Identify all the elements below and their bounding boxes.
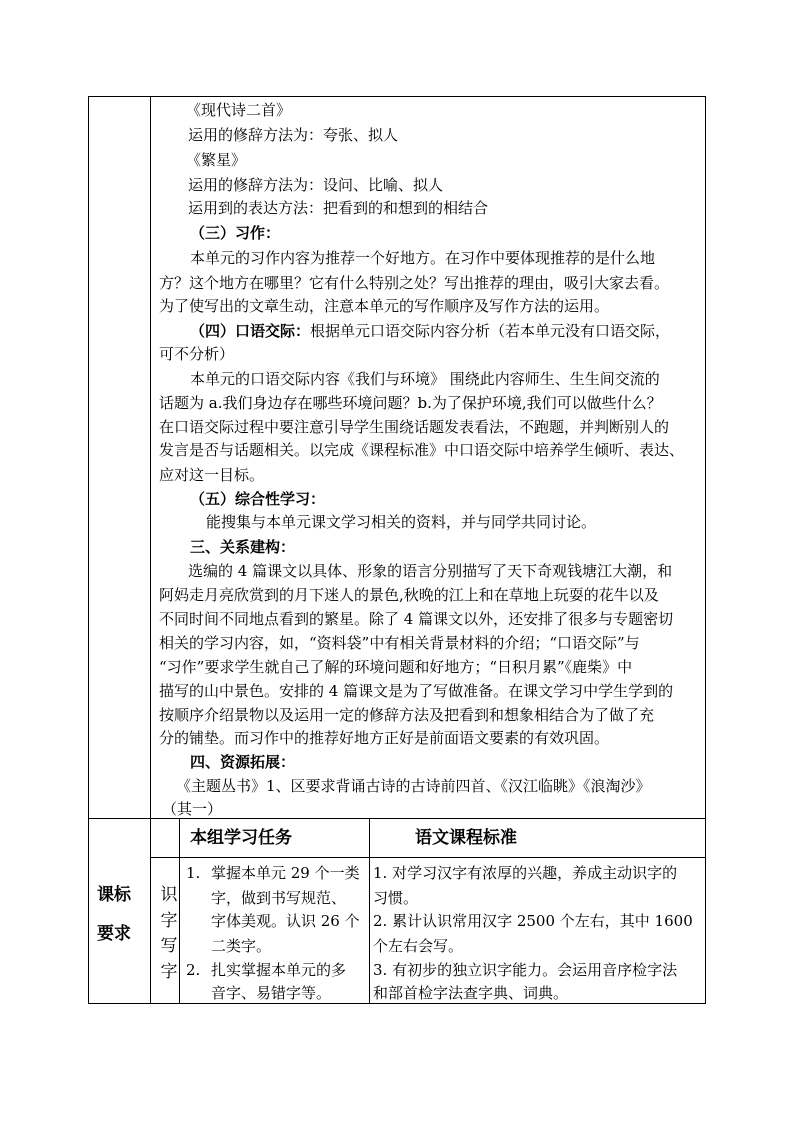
poem-title-modern: 《现代诗二首》 xyxy=(186,101,292,119)
table-divider-left-column xyxy=(150,96,151,1004)
task-2-number: 2. xyxy=(186,961,201,979)
col-header-standard: 语文课程标准 xyxy=(415,828,517,848)
standard-line-2: 习惯。 xyxy=(373,889,419,907)
standard-line-5: 3. 有初步的独立识字能力。会运用音序检字法 xyxy=(373,961,678,979)
table-divider-section xyxy=(88,818,706,819)
relation-line-6: 描写的山中景色。安排的 4 篇课文是为了写做准备。在课文学习中学生学到的 xyxy=(159,682,674,700)
standard-line-1: 1. 对学习汉字有浓厚的兴趣，养成主动识字的 xyxy=(373,864,678,882)
row-label-char-2: 字 xyxy=(160,911,178,931)
expression-line: 运用到的表达方法：把看到的和想到的相结合 xyxy=(188,199,489,217)
table-border-top xyxy=(88,96,706,97)
resources-line-1: 《主题丛书》1、区要求背诵古诗的古诗前四首、《汉江临眺》《浪淘沙》 xyxy=(176,777,651,795)
composition-line-3: 为了使写出的文章生动，注意本单元的写作顺序及写作方法的运用。 xyxy=(159,297,610,315)
oral-heading-rest: 根据单元口语交际内容分析（若本单元没有口语交际， xyxy=(310,322,671,340)
resources-heading: 四、资源拓展： xyxy=(190,753,296,771)
task-1-line-1: 掌握本单元 29 个一类 xyxy=(211,864,360,882)
row-label-char-1: 识 xyxy=(160,885,178,905)
oral-line-4: 发言是否与话题相关。以完成《课程标准》中口语交际中培养学生倾听、表达、 xyxy=(159,441,685,459)
composition-line-1: 本单元的习作内容为推荐一个好地方。在习作中要体现推荐的是什么地 xyxy=(190,249,656,267)
relation-line-3: 不同时间不同地点看到的繁星。除了 4 篇课文以外，还安排了很多与专题密切 xyxy=(159,610,674,628)
col-header-task: 本组学习任务 xyxy=(190,828,292,848)
relation-line-7: 按顺序介绍景物以及运用一定的修辞方法及把看到和想象相结合为了做了充 xyxy=(159,706,655,724)
standard-line-6: 和部首检字法查字典、词典。 xyxy=(373,984,569,1002)
relation-heading: 三、关系建构： xyxy=(190,538,296,556)
relation-line-1: 选编的 4 篇课文以具体、形象的语言分别描写了天下奇观钱塘江大潮，和 xyxy=(188,562,673,580)
task-1-number: 1. xyxy=(186,864,201,882)
standard-line-3: 2. 累计认识常用汉字 2500 个左右，其中 1600 xyxy=(373,912,693,930)
row-label-char-3: 写 xyxy=(160,936,178,956)
row-label-char-4: 字 xyxy=(160,962,178,982)
oral-line-5: 应对这一目标。 xyxy=(159,466,265,484)
relation-line-2: 阿妈走月亮欣赏到的月下迷人的景色,秋晚的江上和在草地上玩耍的花牛以及 xyxy=(159,586,659,604)
integrated-line-1: 能搜集与本单元课文学习相关的资料，并与同学共同讨论。 xyxy=(206,513,597,531)
table-divider-header-row xyxy=(150,857,706,858)
composition-line-2: 方？这个地方在哪里？它有什么特别之处？写出推荐的理由，吸引大家去看。 xyxy=(159,274,670,292)
oral-line-1: 本单元的口语交际内容《我们与环境》 围绕此内容师生、生生间交流的 xyxy=(190,370,660,388)
table-divider-standards xyxy=(369,818,370,1004)
task-1-line-2: 字，做到书写规范、 xyxy=(211,889,347,907)
table-border-right xyxy=(705,96,706,1004)
side-label-line-1: 课标 xyxy=(97,885,131,905)
task-2-line-2: 音字、易错字等。 xyxy=(211,984,332,1002)
rhetoric-line-1: 运用的修辞方法为：夸张、拟人 xyxy=(188,126,399,144)
task-1-line-4: 二类字。 xyxy=(211,937,272,955)
oral-line-3: 在口语交际过程中要注意引导学生围绕话题发表看法，不跑题，并判断别人的 xyxy=(159,418,670,436)
poem-title-stars: 《繁星》 xyxy=(186,151,247,169)
standard-line-4: 个左右会写。 xyxy=(373,937,464,955)
oral-heading-line xyxy=(190,322,670,340)
resources-line-2: （其一） xyxy=(162,800,223,818)
task-1-line-3: 字体美观。认识 26 个 xyxy=(211,912,360,930)
rhetoric-line-2: 运用的修辞方法为：设问、比喻、拟人 xyxy=(188,176,444,194)
composition-heading: （三）习作： xyxy=(190,224,281,242)
relation-line-4: 相关的学习内容，如，“资料袋”中有相关背景材料的介绍；“口语交际”与 xyxy=(159,634,640,652)
table-border-left xyxy=(88,96,89,1004)
oral-heading-line-2: 可不分析） xyxy=(159,345,235,363)
table-border-bottom xyxy=(88,1003,706,1004)
task-2-line-1: 扎实掌握本单元的多 xyxy=(211,961,347,979)
oral-line-2: 话题为 a.我们身边存在哪些环境问题？b.为了保护环境,我们可以做些什么？ xyxy=(159,394,662,412)
relation-line-5: “习作”要求学生就自己了解的环境问题和好地方；“日积月累”《鹿柴》中 xyxy=(159,658,633,676)
side-label-line-2: 要求 xyxy=(97,924,131,944)
relation-line-8: 分的铺垫。而习作中的推荐好地方正好是前面语文要素的有效巩固。 xyxy=(159,729,610,747)
table-divider-rowlabel xyxy=(179,818,180,1004)
integrated-heading: （五）综合性学习： xyxy=(190,490,326,508)
oral-heading: （四）口语交际： xyxy=(190,322,311,340)
